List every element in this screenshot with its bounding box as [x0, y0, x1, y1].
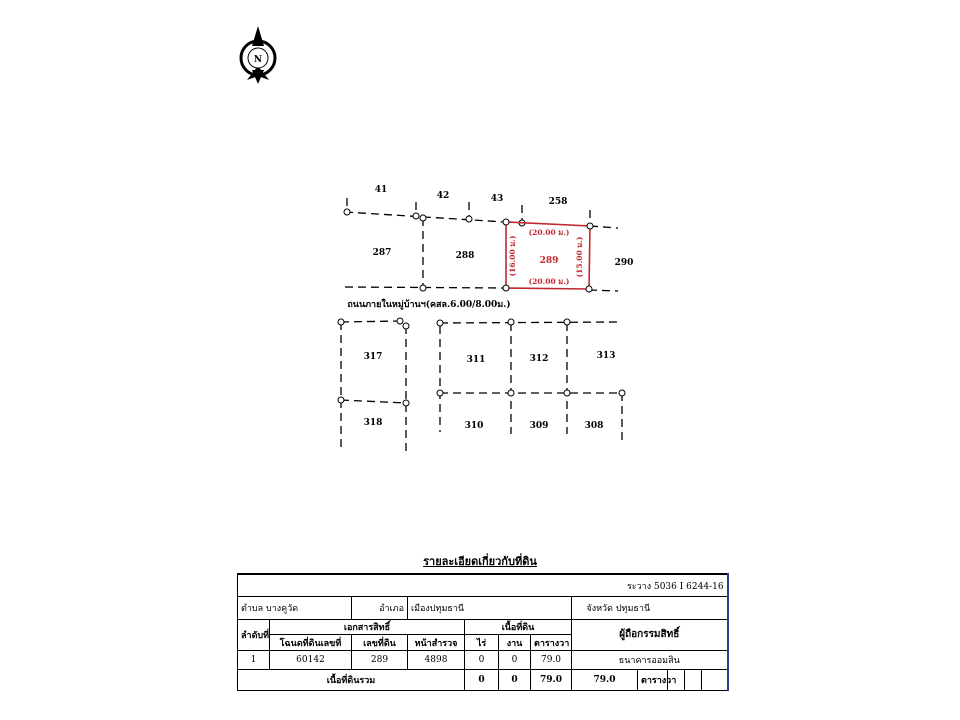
survey-sheet: ระวาง 5036 I 6244-16 [238, 574, 728, 597]
empty-cell [685, 670, 702, 691]
subject-dim-left: (16.00 ม.) [508, 235, 517, 277]
total-label: เนื้อที่ดินรวม [238, 670, 465, 691]
header-documents: เอกสารสิทธิ์ [270, 619, 465, 634]
province-cell [572, 597, 728, 620]
subheader-wa: ตารางวา [531, 635, 572, 650]
table-title: รายละเอียดเกี่ยวกับที่ดิน [423, 555, 537, 568]
subject-dim-bottom: (20.00 ม.) [528, 277, 570, 286]
subheader-deed: โฉนดที่ดินเลขที่ [270, 635, 352, 650]
province-label: จังหวัด [586, 604, 613, 614]
subheader-survey-page: หน้าสำรวจ [408, 635, 465, 650]
subject-dim-top: (20.00 ม.) [528, 228, 570, 237]
row-ngan: 0 [499, 650, 531, 670]
land-details-table [237, 573, 729, 691]
total-ngan: 0 [499, 670, 531, 691]
subheader-rai: ไร่ [465, 635, 499, 650]
row-survey-page: 4898 [408, 650, 465, 670]
parcel-309: 309 [529, 421, 549, 431]
parcel-41: 41 [374, 185, 388, 195]
tambon-value: บางคูวัด [266, 604, 299, 614]
empty-cell [702, 670, 728, 691]
row-land-no: 289 [352, 650, 408, 670]
parcel-312: 312 [529, 354, 549, 364]
amphoe-value: เมืองปทุมธานี [408, 597, 572, 620]
parcel-43: 43 [490, 194, 504, 204]
row-seq: 1 [238, 650, 270, 670]
parcel-boundaries [341, 198, 622, 452]
subject-parcel-number: 289 [539, 256, 559, 266]
parcel-308: 308 [584, 421, 604, 431]
subject-dim-right: (15.00 ม.) [575, 236, 584, 278]
total-wa: 79.0 [531, 670, 572, 691]
header-owner: ผู้ถือกรรมสิทธิ์ [572, 619, 728, 650]
total-rai: 0 [465, 670, 499, 691]
tambon-label: ตำบล [241, 604, 264, 614]
parcel-288: 288 [455, 251, 475, 261]
subject-parcel [503, 219, 593, 292]
parcel-313: 313 [596, 351, 616, 361]
row-rai: 0 [465, 650, 499, 670]
parcel-317: 317 [363, 352, 383, 362]
parcel-258: 258 [548, 197, 568, 207]
parcel-318: 318 [363, 418, 383, 428]
total-unit: ตารางวา [638, 670, 668, 691]
province-value: ปทุมธานี [615, 604, 651, 614]
subheader-land-no: เลขที่ดิน [352, 635, 408, 650]
parcel-290: 290 [614, 258, 634, 268]
row-wa: 79.0 [531, 650, 572, 670]
road-label: ถนนภายในหมู่บ้านฯ(คสล.6.00/8.00ม.) [347, 300, 511, 310]
row-owner: ธนาคารออมสิน [572, 650, 728, 670]
row-deed: 60142 [270, 650, 352, 670]
total-wa-again: 79.0 [572, 670, 638, 691]
header-area: เนื้อที่ดิน [465, 619, 572, 634]
amphoe-label: อำเภอ [352, 597, 408, 620]
parcel-310: 310 [464, 421, 484, 431]
parcel-287: 287 [372, 248, 392, 258]
header-seq: ลำดับที่ [238, 619, 270, 650]
parcel-311: 311 [466, 355, 486, 365]
parcel-42: 42 [436, 191, 450, 201]
north-arrow-icon [241, 26, 275, 84]
table-row [238, 650, 728, 670]
subheader-ngan: งาน [499, 635, 531, 650]
tambon-cell [238, 597, 352, 620]
compass-label: N [253, 55, 263, 65]
